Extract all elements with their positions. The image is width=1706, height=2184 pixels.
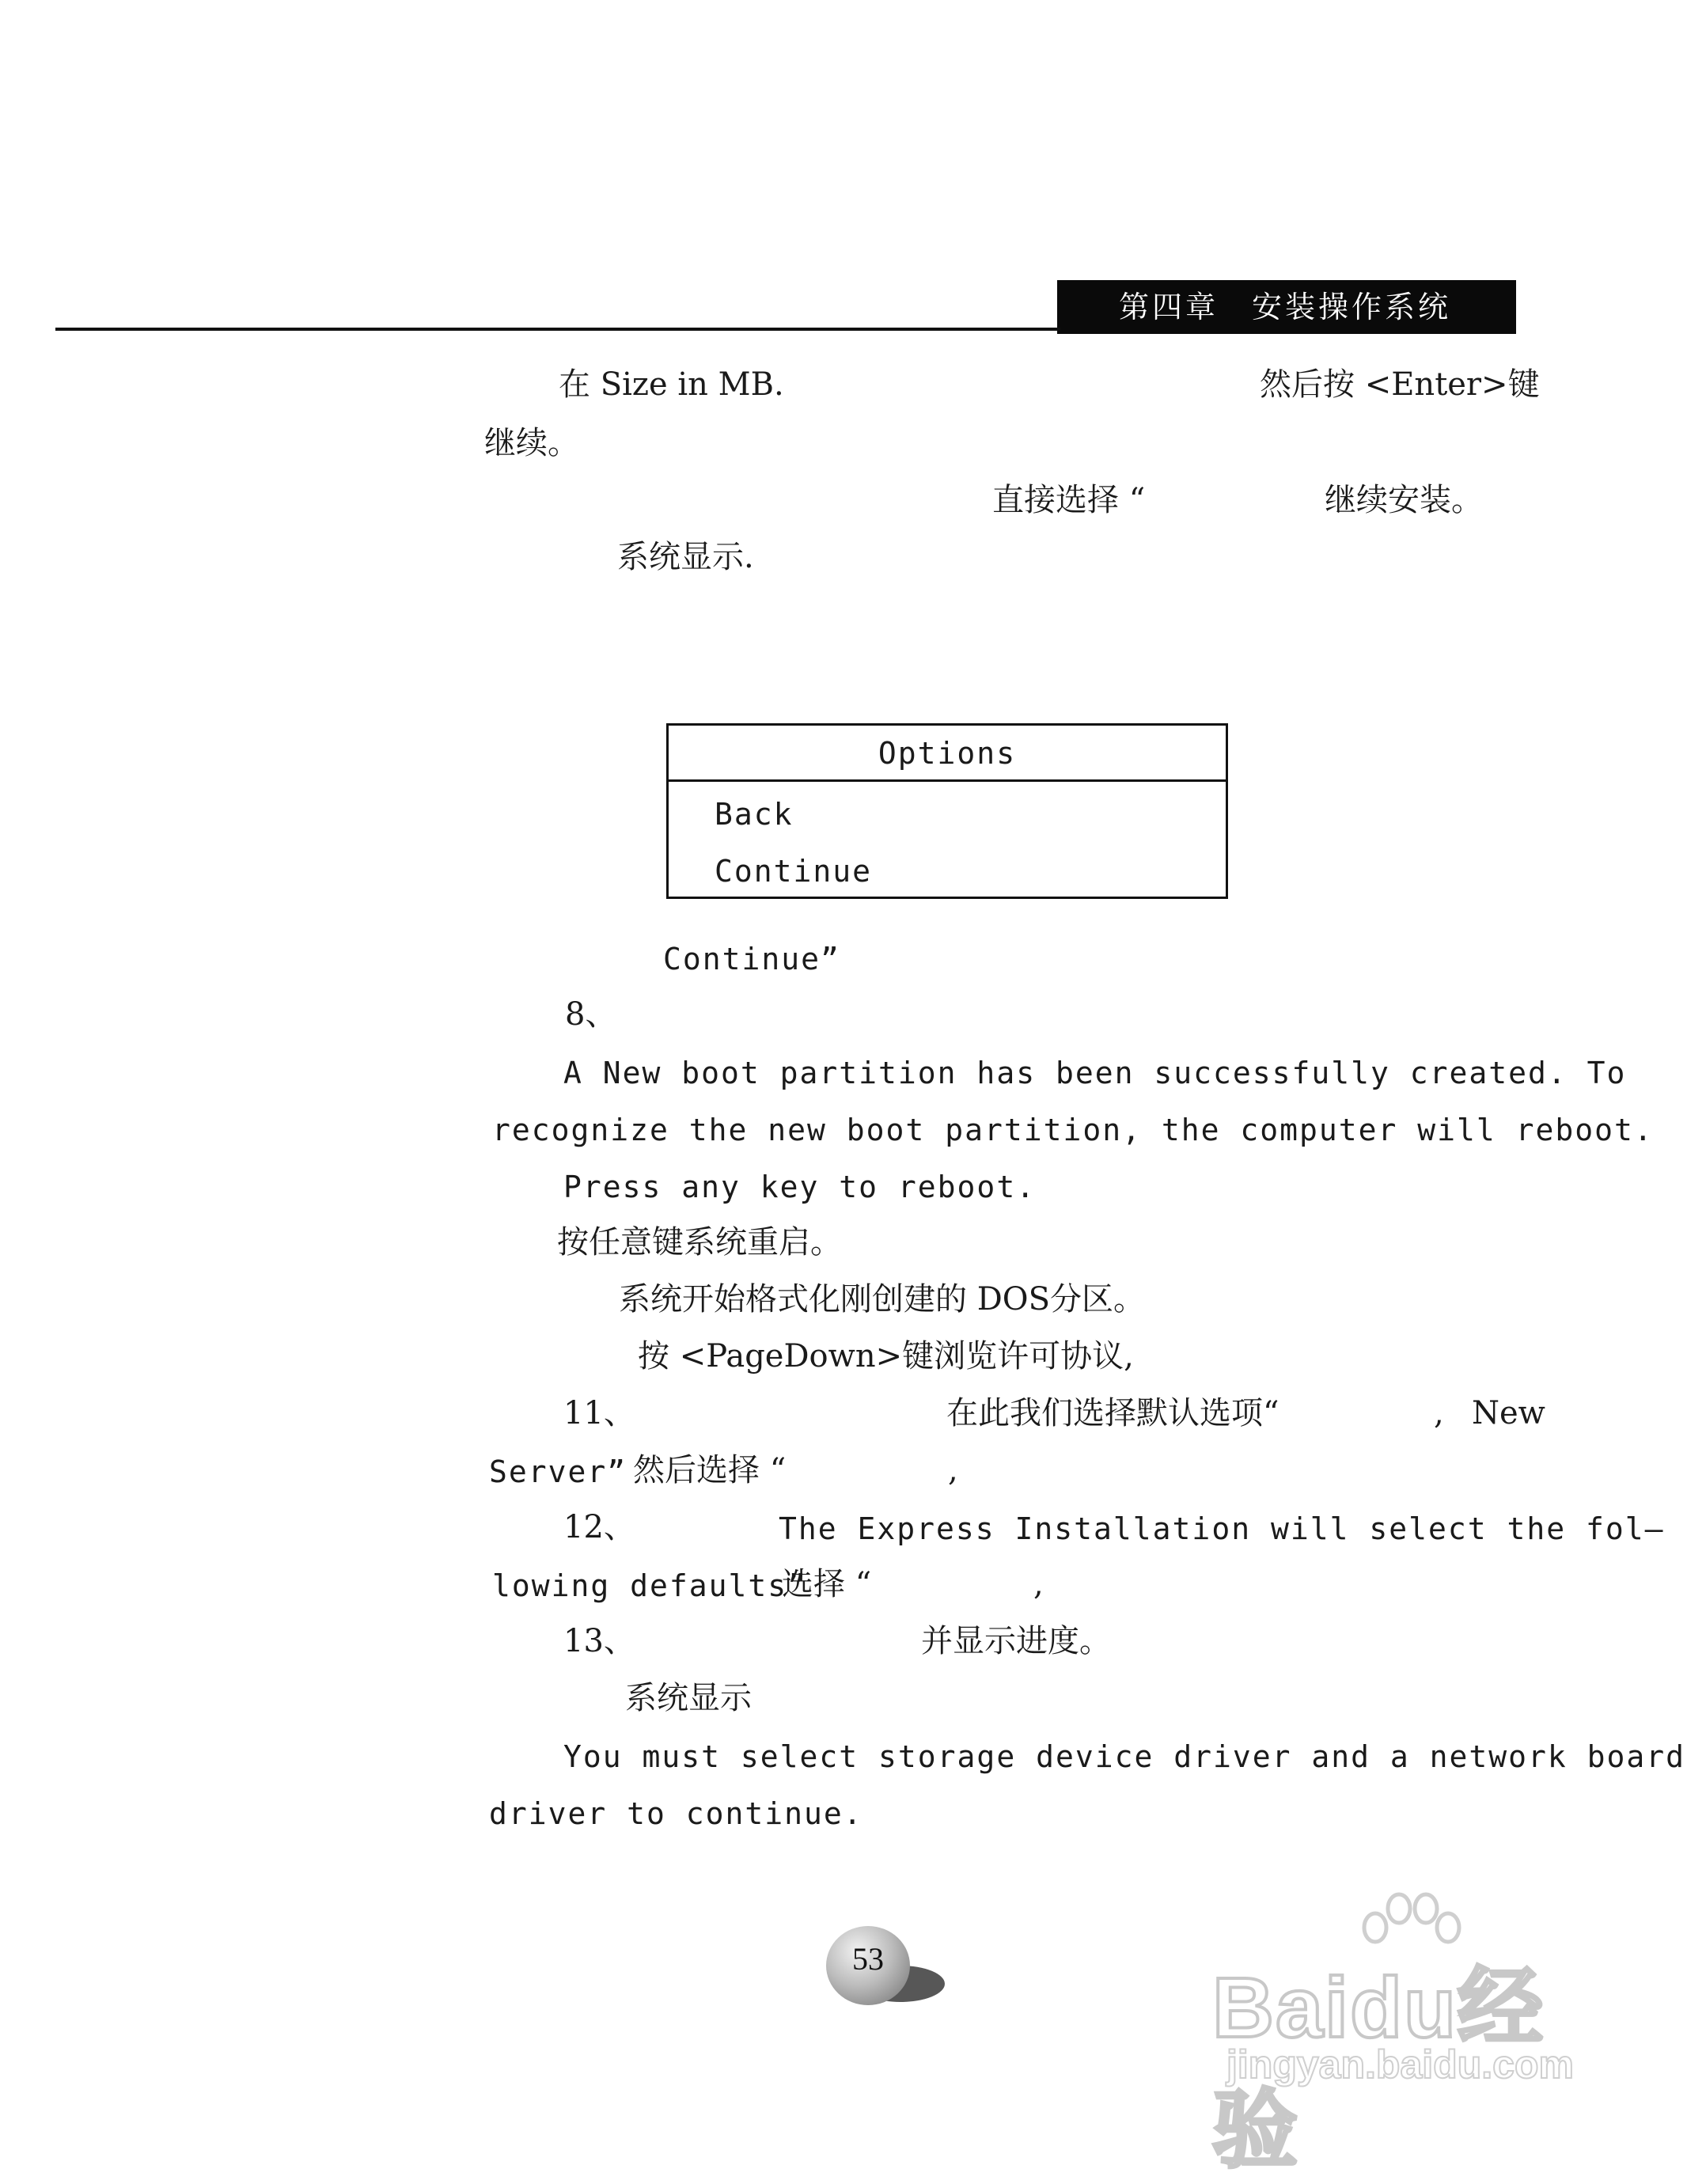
step-number: 12、 <box>563 1509 635 1545</box>
option-continue[interactable]: Continue <box>715 854 873 889</box>
text-line: Server” <box>489 1454 627 1489</box>
text-line: driver to continue. <box>489 1796 863 1831</box>
text-line: New <box>1472 1395 1545 1431</box>
page-number: 53 <box>852 1941 884 1977</box>
text-line: 在此我们选择默认选项“ <box>946 1395 1280 1431</box>
text-line: , <box>1033 1566 1044 1602</box>
header-rule <box>55 328 1060 331</box>
text-line: , <box>1434 1395 1444 1431</box>
text-line: , <box>948 1452 958 1488</box>
text-line: 按任意键系统重启。 <box>557 1224 842 1261</box>
text-line: 继续。 <box>484 425 579 461</box>
step-number: 11、 <box>563 1395 635 1431</box>
text-line: The Express Installation will select the fol— <box>779 1511 1665 1546</box>
text-line: recognize the new boot partition, the computer will reboot. <box>492 1113 1654 1147</box>
text-line: 系统显示 <box>625 1680 752 1716</box>
text-line: 直接选择 “ <box>992 482 1146 518</box>
step-number: 13、 <box>563 1623 635 1659</box>
text-line: Press any key to reboot. <box>563 1170 1037 1204</box>
chapter-title: 第四章 安装操作系统 <box>1119 290 1452 324</box>
text-line: 按 <PageDown>键浏览许可协议, <box>638 1338 1134 1374</box>
text-line: 选择 “ <box>782 1566 872 1602</box>
options-title: Options <box>669 726 1226 782</box>
text-line: 系统开始格式化刚创建的 DOS分区。 <box>619 1281 1145 1318</box>
watermark-url: jingyan.baidu.com <box>1226 2042 1574 2087</box>
text-line: 在 Size in MB. <box>559 366 784 403</box>
text-line: 然后按 <Enter>键 <box>1260 366 1540 403</box>
option-back[interactable]: Back <box>715 797 794 832</box>
options-dialog <box>666 723 1228 899</box>
step-number: 8、 <box>565 996 617 1033</box>
text-line: 系统显示. <box>617 539 754 575</box>
text-line: lowing defaults” <box>492 1568 808 1603</box>
text-line: You must select storage device driver and a network board <box>563 1739 1686 1774</box>
text-line: 然后选择 “ <box>633 1452 787 1488</box>
watermark-logo: Baidu经验 <box>1212 1959 1545 2178</box>
chapter-header <box>1057 280 1516 334</box>
text-line: 并显示进度。 <box>921 1623 1111 1659</box>
text-line: A New boot partition has been successfully created. To <box>563 1056 1627 1090</box>
baidu-watermark <box>1203 1891 1614 2178</box>
text-line: Continue” <box>663 942 840 976</box>
text-line: 继续安装。 <box>1325 482 1483 518</box>
